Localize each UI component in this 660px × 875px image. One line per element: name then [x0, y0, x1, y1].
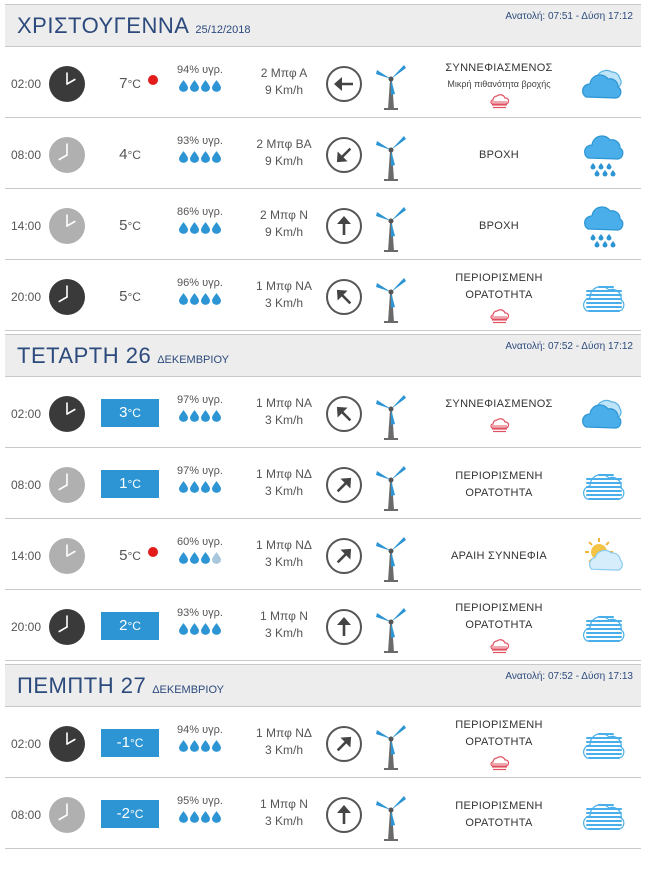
condition-subtext: Μικρή πιθανότητα βροχής: [447, 78, 551, 89]
humidity-text: 94% υγρ.: [177, 64, 223, 76]
day-title: [17, 343, 229, 369]
humidity-text: 86% υγρ.: [177, 206, 223, 218]
day-date: ΔΕΚΕΜΒΡΙΟΥ: [152, 684, 224, 696]
fog-icon: [581, 463, 627, 509]
temperature-value: -1: [116, 734, 130, 751]
condition-text: ΒΡΟΧΗ: [478, 148, 519, 161]
rain-chance-icon: [488, 634, 510, 654]
temperature-unit: °C: [129, 807, 144, 821]
wind-turbine-icon: [373, 718, 409, 770]
clock-icon: [49, 396, 85, 432]
wind-speed: 3 Km/h: [264, 814, 303, 828]
wind-speed: 9 Km/h: [264, 225, 303, 239]
humidity-text: 96% υγρ.: [177, 277, 223, 289]
wind-turbine-icon: [373, 530, 409, 582]
temperature-unit: °C: [127, 477, 141, 491]
rain-chance-icon: [488, 89, 510, 109]
forecast-time: 08:00: [11, 148, 42, 162]
wind-force: 1 Μπφ ΝΔ: [256, 467, 312, 481]
day-date: 25/12/2018: [195, 24, 251, 36]
day-name: ΠΕΜΠΤΗ 27: [17, 673, 147, 698]
humidity-text: 97% υγρ.: [177, 394, 223, 406]
rain-cloud-icon: [581, 204, 627, 250]
forecast-row: [5, 50, 641, 118]
forecast-time: 02:00: [11, 407, 42, 421]
clock-icon: [49, 467, 85, 503]
condition-text: ΟΡΑΤΟΤΗΤΑ: [465, 619, 533, 631]
wind-speed: 9 Km/h: [264, 154, 303, 168]
condition-text: ΣΥΝΝΕΦΙΑΣΜΕΝΟΣ: [445, 61, 553, 74]
forecast-time: 02:00: [11, 737, 42, 751]
humidity: [167, 206, 233, 234]
wind-info: [242, 466, 326, 500]
temperature-value: 5: [119, 288, 128, 305]
forecast-time: 08:00: [11, 478, 42, 492]
forecast-row: [5, 593, 641, 661]
condition-text: ΠΕΡΙΟΡΙΣΜΕΝΗ: [455, 800, 543, 812]
forecast-row: [5, 522, 641, 590]
humidity-text: 60% υγρ.: [177, 536, 223, 548]
wind-turbine-icon: [373, 200, 409, 252]
temperature-unit: °C: [127, 77, 141, 91]
forecast-row: [5, 192, 641, 260]
wind-force: 1 Μπφ Ν: [260, 609, 308, 623]
alert-dot-icon[interactable]: [148, 75, 158, 85]
wind-speed: 3 Km/h: [264, 413, 303, 427]
day-header: [5, 4, 641, 47]
wind-speed: 3 Km/h: [264, 626, 303, 640]
temperature: [101, 612, 159, 640]
humidity-text: 95% υγρ.: [177, 795, 223, 807]
wind-speed: 3 Km/h: [264, 296, 303, 310]
partly-sunny-icon: [581, 534, 627, 580]
fog-icon: [581, 793, 627, 839]
northwest-arrow-icon: [325, 278, 363, 316]
humidity-drops-icon: [167, 481, 233, 493]
condition-text: ΠΕΡΙΟΡΙΣΜΕΝΗ: [455, 719, 543, 731]
northwest-arrow-icon: [325, 395, 363, 433]
forecast-row: [5, 710, 641, 778]
temperature: [101, 729, 159, 757]
temperature-value: 4: [119, 146, 128, 163]
northeast-arrow-icon: [325, 725, 363, 763]
temperature-unit: °C: [127, 619, 141, 633]
condition: [425, 710, 573, 778]
condition-text: ΠΕΡΙΟΡΙΣΜΕΝΗ: [455, 272, 543, 284]
forecast-time: 20:00: [11, 620, 42, 634]
humidity: [167, 277, 233, 305]
condition: [425, 593, 573, 661]
wind-force: 2 Μπφ Α: [260, 66, 308, 80]
southwest-arrow-icon: [325, 136, 363, 174]
condition: [425, 380, 573, 448]
humidity-text: 93% υγρ.: [177, 135, 223, 147]
humidity-text: 93% υγρ.: [177, 607, 223, 619]
condition: [425, 781, 573, 849]
day-name: ΤΕΤΑΡΤΗ 26: [17, 343, 152, 368]
west-arrow-icon: [325, 65, 363, 103]
clock-icon: [49, 797, 85, 833]
day-title: [17, 13, 250, 39]
wind-info: [242, 537, 326, 571]
humidity-text: 97% υγρ.: [177, 465, 223, 477]
condition-text: ΟΡΑΤΟΤΗΤΑ: [465, 289, 533, 301]
temperature-unit: °C: [127, 406, 141, 420]
day-date: ΔΕΚΕΜΒΡΙΟΥ: [157, 354, 229, 366]
wind-force: 1 Μπφ ΝΑ: [256, 396, 312, 410]
sunrise-sunset: Ανατολή: 07:51 - Δύση 17:12: [505, 11, 633, 22]
forecast-row: [5, 380, 641, 448]
wind-info: [242, 608, 326, 642]
condition: [425, 263, 573, 331]
wind-force: 2 Μπφ ΒΑ: [256, 137, 312, 151]
condition: [425, 451, 573, 519]
north-arrow-icon: [325, 608, 363, 646]
wind-turbine-icon: [373, 601, 409, 653]
cloudy-icon: [581, 392, 627, 438]
fog-icon: [581, 605, 627, 651]
day-header: [5, 334, 641, 377]
temperature-unit: °C: [127, 290, 141, 304]
humidity: [167, 607, 233, 635]
temperature-value: 1: [119, 475, 128, 492]
wind-info: [242, 136, 326, 170]
condition: [425, 121, 573, 189]
humidity: [167, 64, 233, 92]
condition-text: ΣΥΝΝΕΦΙΑΣΜΕΝΟΣ: [445, 397, 553, 410]
temperature-value: -2: [116, 805, 130, 822]
humidity-drops-icon: [167, 293, 233, 305]
temperature: [101, 263, 159, 331]
temperature-value: 5: [119, 547, 128, 564]
humidity: [167, 724, 233, 752]
temperature: [101, 399, 159, 427]
sunrise-sunset: Ανατολή: 07:52 - Δύση 17:12: [505, 341, 633, 352]
humidity: [167, 465, 233, 493]
condition-text: ΟΡΑΤΟΤΗΤΑ: [465, 817, 533, 829]
wind-force: 1 Μπφ Ν: [260, 797, 308, 811]
humidity-drops-icon: [167, 552, 233, 564]
wind-info: [242, 725, 326, 759]
clock-icon: [49, 208, 85, 244]
condition-text: ΠΕΡΙΟΡΙΣΜΕΝΗ: [455, 602, 543, 614]
temperature: [101, 192, 159, 260]
north-arrow-icon: [325, 207, 363, 245]
clock-icon: [49, 137, 85, 173]
fog-icon: [581, 722, 627, 768]
wind-force: 1 Μπφ ΝΔ: [256, 726, 312, 740]
wind-info: [242, 796, 326, 830]
condition: [425, 192, 573, 260]
humidity: [167, 536, 233, 564]
forecast-time: 20:00: [11, 290, 42, 304]
temperature: [101, 470, 159, 498]
wind-speed: 3 Km/h: [264, 555, 303, 569]
rain-chance-icon: [488, 751, 510, 771]
wind-info: [242, 395, 326, 429]
day-name: ΧΡΙΣΤΟΥΓΕΝΝΑ: [17, 13, 190, 38]
humidity-drops-icon: [167, 410, 233, 422]
humidity-drops-icon: [167, 151, 233, 163]
condition: [425, 50, 573, 118]
forecast-time: 08:00: [11, 808, 42, 822]
humidity: [167, 795, 233, 823]
temperature-value: 7: [119, 75, 128, 92]
condition-text: ΒΡΟΧΗ: [478, 219, 519, 232]
wind-turbine-icon: [373, 58, 409, 110]
rain-chance-icon: [488, 413, 510, 433]
rain-cloud-icon: [581, 133, 627, 179]
forecast-list: [5, 4, 641, 852]
northeast-arrow-icon: [325, 537, 363, 575]
condition: [425, 522, 573, 590]
wind-speed: 9 Km/h: [264, 83, 303, 97]
rain-chance-icon: [488, 304, 510, 324]
humidity-text: 94% υγρ.: [177, 724, 223, 736]
wind-turbine-icon: [373, 271, 409, 323]
forecast-time: 14:00: [11, 549, 42, 563]
wind-speed: 3 Km/h: [264, 484, 303, 498]
day-title: [17, 673, 224, 699]
humidity-drops-icon: [167, 740, 233, 752]
wind-info: [242, 65, 326, 99]
northeast-arrow-icon: [325, 466, 363, 504]
humidity-drops-icon: [167, 811, 233, 823]
forecast-row: [5, 263, 641, 331]
wind-force: 1 Μπφ ΝΑ: [256, 279, 312, 293]
clock-icon: [49, 538, 85, 574]
north-arrow-icon: [325, 796, 363, 834]
temperature-unit: °C: [129, 736, 144, 750]
fog-icon: [581, 275, 627, 321]
wind-info: [242, 207, 326, 241]
temperature: [101, 800, 159, 828]
temperature-value: 2: [119, 617, 128, 634]
wind-turbine-icon: [373, 388, 409, 440]
wind-turbine-icon: [373, 789, 409, 841]
forecast-row: [5, 451, 641, 519]
humidity-drops-icon: [167, 222, 233, 234]
forecast-row: [5, 121, 641, 189]
clock-icon: [49, 66, 85, 102]
cloudy-icon: [581, 62, 627, 108]
temperature-unit: °C: [127, 148, 141, 162]
forecast-time: 14:00: [11, 219, 42, 233]
alert-dot-icon[interactable]: [148, 547, 158, 557]
temperature: [101, 121, 159, 189]
sunrise-sunset: Ανατολή: 07:52 - Δύση 17:13: [505, 671, 633, 682]
condition-text: ΠΕΡΙΟΡΙΣΜΕΝΗ: [455, 470, 543, 482]
humidity: [167, 394, 233, 422]
forecast-time: 02:00: [11, 77, 42, 91]
humidity-drops-icon: [167, 80, 233, 92]
humidity: [167, 135, 233, 163]
condition-text: ΟΡΑΤΟΤΗΤΑ: [465, 736, 533, 748]
humidity-drops-icon: [167, 623, 233, 635]
clock-icon: [49, 726, 85, 762]
day-header: [5, 664, 641, 707]
clock-icon: [49, 609, 85, 645]
wind-force: 2 Μπφ Ν: [260, 208, 308, 222]
temperature-value: 5: [119, 217, 128, 234]
temperature-value: 3: [119, 404, 128, 421]
wind-turbine-icon: [373, 459, 409, 511]
forecast-row: [5, 781, 641, 849]
clock-icon: [49, 279, 85, 315]
temperature-unit: °C: [127, 549, 141, 563]
condition-text: ΑΡΑΙΗ ΣΥΝΝΕΦΙΑ: [451, 549, 547, 562]
wind-info: [242, 278, 326, 312]
condition-text: ΟΡΑΤΟΤΗΤΑ: [465, 487, 533, 499]
wind-speed: 3 Km/h: [264, 743, 303, 757]
wind-turbine-icon: [373, 129, 409, 181]
wind-force: 1 Μπφ ΝΔ: [256, 538, 312, 552]
temperature-unit: °C: [127, 219, 141, 233]
